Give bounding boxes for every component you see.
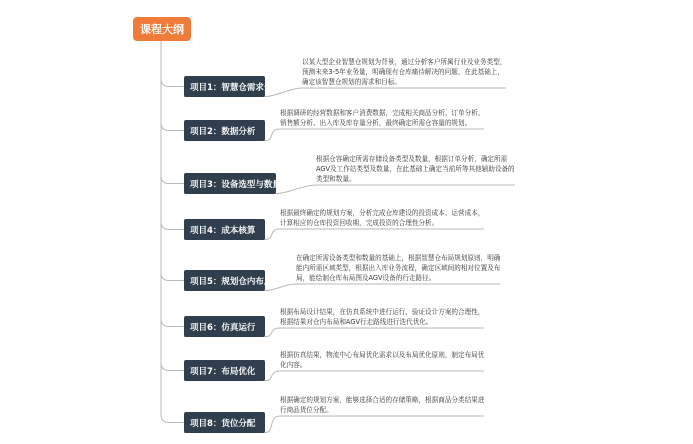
desc-line: 在确定所需设备类型和数量的基础上，根据智慧仓布局规划原则，明确 bbox=[296, 254, 501, 262]
project-desc-5 bbox=[296, 253, 500, 283]
desc-line: 根据确定的规划方案，能够选择合适的存储策略，根据商品分类结果进 bbox=[280, 396, 485, 404]
desc-line: 根据仓容确定所需存储设备类型及数量，根据订单分析，确定所需 bbox=[316, 155, 508, 163]
project-label: 项目5：规划仓内布局 bbox=[190, 276, 273, 287]
project-label: 项目4：成本核算 bbox=[190, 225, 256, 236]
desc-connector bbox=[265, 229, 484, 240]
desc-line: 行商品货位分配。 bbox=[280, 406, 333, 414]
project-label: 项目2：数据分析 bbox=[190, 126, 256, 137]
project-desc-7 bbox=[280, 350, 484, 370]
project-label: 项目8：货位分配 bbox=[190, 418, 256, 429]
desc-connector bbox=[265, 371, 484, 381]
desc-line: 销售额分析、出入库及库存量分析，最终确定所需仓容量的规划。 bbox=[280, 119, 472, 127]
desc-line: 类型和数量。 bbox=[316, 175, 356, 183]
project-desc-1 bbox=[302, 57, 506, 87]
desc-line: 预测未来3-5年业务量，明确现有仓库痛待解决的问题，在此基础上， bbox=[302, 68, 504, 76]
project-label: 项目3：设备选型与数量计算 bbox=[190, 179, 298, 190]
branch-line bbox=[161, 319, 184, 327]
desc-connector bbox=[265, 88, 506, 97]
desc-connector bbox=[276, 185, 515, 194]
desc-line: 根据布局设计结果，在仿真系统中进行运行，验证设计方案的合理性， bbox=[280, 308, 485, 316]
project-node-2[interactable] bbox=[184, 120, 265, 141]
desc-line: 计算相应的仓库投资回收期，完成投资的合理性分析。 bbox=[280, 219, 439, 227]
project-desc-6 bbox=[280, 307, 484, 327]
project-desc-8 bbox=[280, 395, 484, 415]
project-label: 项目7：布局优化 bbox=[190, 366, 256, 377]
project-node-7[interactable] bbox=[184, 360, 265, 381]
root-label: 课程大纲 bbox=[140, 23, 184, 36]
desc-line: 根据仿真结果，物流中心布局优化需求以及布局优化原则，制定布局优 bbox=[280, 351, 485, 359]
desc-line: 以某大型企业智慧仓规划为背景，通过分析客户所属行业及业务类型， bbox=[302, 58, 507, 66]
project-node-4[interactable] bbox=[184, 219, 265, 240]
project-desc-4 bbox=[280, 208, 484, 228]
project-label: 项目6：仿真运行 bbox=[190, 322, 256, 333]
desc-connector bbox=[265, 328, 484, 337]
branch-line bbox=[161, 273, 184, 281]
root-node[interactable] bbox=[133, 17, 191, 41]
branch-line bbox=[161, 123, 184, 131]
desc-line: 根据结果对仓内布局和AGV行走路线进行迭代优化。 bbox=[280, 318, 433, 326]
desc-line: 根据最终确定的规划方案，分析完成仓库建设的投资成本、运营成本， bbox=[280, 209, 485, 217]
desc-line: 确定该智慧仓规划的需求和目标。 bbox=[302, 78, 401, 86]
project-node-1[interactable] bbox=[184, 76, 281, 97]
project-node-3[interactable] bbox=[184, 173, 298, 194]
branch-line bbox=[161, 79, 184, 87]
branch-line bbox=[161, 176, 184, 184]
project-node-5[interactable] bbox=[184, 270, 273, 291]
project-node-6[interactable] bbox=[184, 316, 265, 337]
branch-line bbox=[161, 415, 184, 423]
desc-line: 能内所需区域类型，根据出入库业务流程，确定区域间的相对位置及布 bbox=[296, 264, 501, 272]
project-node-8[interactable] bbox=[184, 412, 265, 433]
desc-line: 化内容。 bbox=[280, 361, 307, 369]
desc-connector bbox=[265, 416, 484, 433]
desc-line: 根据调研的经营数据和客户消费数据，完成相关商品分析、订单分析、 bbox=[280, 109, 485, 117]
branch-line bbox=[161, 222, 184, 230]
desc-connector bbox=[265, 284, 500, 291]
project-desc-2 bbox=[280, 108, 484, 128]
desc-connector bbox=[265, 129, 484, 141]
desc-line: AGV及工作站类型及数量，在此基础上确定当前所等其他辅助设备的 bbox=[316, 165, 515, 173]
desc-line: 局，能绘制仓库布局图及AGV设备的行走路径。 bbox=[296, 274, 436, 282]
project-label: 项目1：智慧仓需求分析 bbox=[190, 82, 281, 93]
branch-line bbox=[161, 363, 184, 371]
project-desc-3 bbox=[316, 154, 515, 184]
